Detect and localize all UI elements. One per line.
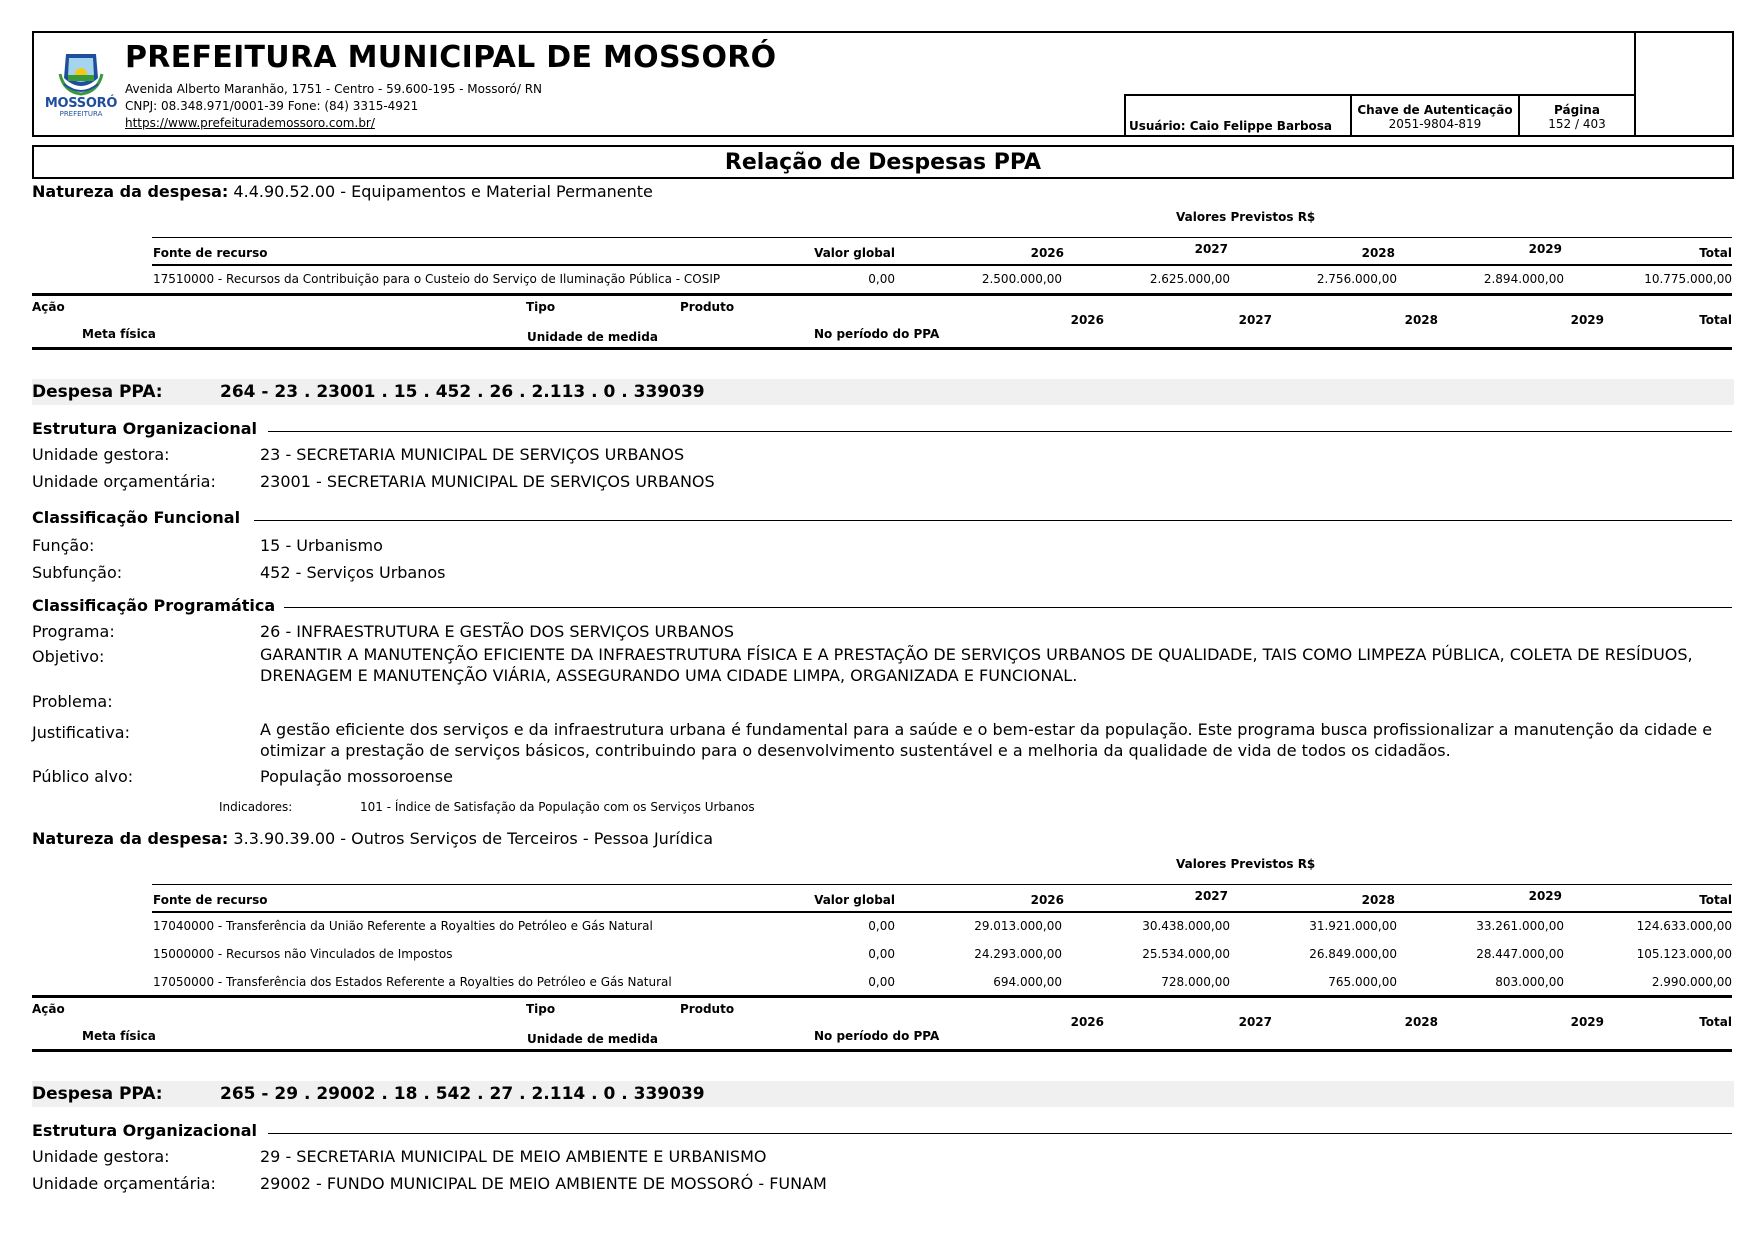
valores-previstos-label: Valores Previstos R$	[1176, 857, 1316, 871]
objetivo-label: Objetivo:	[32, 647, 105, 666]
y2026-cell: 29.013.000,00	[974, 919, 1062, 933]
subfuncao-value: 452 - Serviços Urbanos	[260, 563, 446, 582]
col-2028: 2028	[1361, 893, 1395, 907]
divider	[254, 520, 1732, 521]
tipo-label: Tipo	[526, 1002, 556, 1016]
estrutura-organizacional-title: Estrutura Organizacional	[32, 1121, 258, 1140]
divider	[32, 995, 1732, 998]
col-2027: 2027	[1194, 242, 1228, 256]
y2028-cell: 2.756.000,00	[1316, 272, 1397, 286]
y2028-cell: 31.921.000,00	[1309, 919, 1397, 933]
acao-col-total: Total	[1699, 313, 1732, 327]
page-number: 152 / 403	[1548, 116, 1606, 131]
acao-col-2026: 2026	[1070, 313, 1104, 327]
meta-fisica-label: Meta física	[82, 1029, 156, 1043]
org-cnpj-phone: CNPJ: 08.348.971/0001-39 Fone: (84) 3315-4921	[125, 99, 419, 113]
programa-label: Programa:	[32, 622, 115, 641]
org-address: Avenida Alberto Maranhão, 1751 - Centro - 59.600-195 - Mossoró/ RN	[125, 82, 543, 96]
divider	[32, 1049, 1732, 1052]
publico-alvo-label: Público alvo:	[32, 767, 134, 786]
col-fonte-recurso: Fonte de recurso	[153, 893, 268, 907]
col-2027: 2027	[1194, 889, 1228, 903]
org-website-link[interactable]: https://www.prefeiturademossoro.com.br/	[125, 116, 375, 130]
unidade-orcamentaria-label: Unidade orçamentária:	[32, 1174, 216, 1193]
despesa-ppa-code: 265 - 29 . 29002 . 18 . 542 . 27 . 2.114 . 0 . 339039	[220, 1084, 705, 1104]
valor-global-cell: 0,00	[868, 919, 895, 933]
logo-label: MOSSORÓ	[44, 96, 118, 111]
despesa-ppa-label: Despesa PPA:	[32, 1084, 163, 1104]
unidade-gestora-label: Unidade gestora:	[32, 445, 170, 464]
y2026-cell: 24.293.000,00	[974, 947, 1062, 961]
page-cell	[1520, 96, 1636, 137]
total-cell: 105.123.000,00	[1636, 947, 1732, 961]
divider	[152, 884, 1732, 885]
valor-global-cell: 0,00	[868, 947, 895, 961]
page-label: Página	[1554, 102, 1600, 117]
acao-col-2029: 2029	[1570, 1015, 1604, 1029]
y2027-cell: 25.534.000,00	[1142, 947, 1230, 961]
acao-label: Ação	[32, 300, 65, 314]
acao-col-2027: 2027	[1238, 1015, 1272, 1029]
acao-col-2028: 2028	[1404, 313, 1438, 327]
report-meta-table	[1124, 94, 1636, 137]
problema-label: Problema:	[32, 692, 113, 711]
divider	[32, 347, 1732, 350]
classificacao-programatica-title: Classificação Programática	[32, 596, 276, 615]
fonte-cell: 17040000 - Transferência da União Referente a Royalties do Petróleo e Gás Natural	[153, 919, 653, 933]
col-2026: 2026	[1030, 893, 1064, 907]
document-title: Relação de Despesas PPA	[32, 145, 1734, 179]
unidade-gestora-value: 23 - SECRETARIA MUNICIPAL DE SERVIÇOS URBANOS	[260, 445, 685, 464]
divider	[268, 1133, 1732, 1134]
natureza-label: Natureza da despesa:	[32, 182, 229, 201]
fonte-cell: 17510000 - Recursos da Contribuição para o Custeio do Serviço de Iluminação Pública - COSIP	[153, 272, 721, 286]
programa-value: 26 - INFRAESTRUTURA E GESTÃO DOS SERVIÇOS URBANOS	[260, 622, 734, 641]
subfuncao-label: Subfunção:	[32, 563, 123, 582]
natureza-despesa-1	[32, 182, 653, 201]
acao-col-2029: 2029	[1570, 313, 1604, 327]
y2026-cell: 2.500.000,00	[981, 272, 1062, 286]
no-periodo-label: No período do PPA	[814, 327, 940, 341]
funcao-value: 15 - Urbanismo	[260, 536, 383, 555]
current-user: Usuário: Caio Felippe Barbosa	[1126, 96, 1352, 137]
indicadores-label: Indicadores:	[219, 800, 293, 814]
despesa-ppa-code: 264 - 23 . 23001 . 15 . 452 . 26 . 2.113 . 0 . 339039	[220, 382, 705, 402]
col-valor-global: Valor global	[814, 893, 895, 907]
unidade-orcamentaria-label: Unidade orçamentária:	[32, 472, 216, 491]
divider	[152, 237, 1732, 238]
unidade-orcamentaria-value: 29002 - FUNDO MUNICIPAL DE MEIO AMBIENTE DE MOSSORÓ - FUNAM	[260, 1174, 827, 1193]
acao-label: Ação	[32, 1002, 65, 1016]
auth-key-cell	[1352, 96, 1520, 137]
col-total: Total	[1699, 246, 1732, 260]
logo-sublabel: PREFEITURA	[59, 110, 103, 118]
y2029-cell: 33.261.000,00	[1476, 919, 1564, 933]
divider	[32, 293, 1732, 296]
y2029-cell: 803.000,00	[1495, 975, 1564, 989]
acao-col-total: Total	[1699, 1015, 1732, 1029]
valor-global-cell: 0,00	[868, 975, 895, 989]
col-2029: 2029	[1528, 242, 1562, 256]
no-periodo-label: No período do PPA	[814, 1029, 940, 1043]
org-name: PREFEITURA MUNICIPAL DE MOSSORÓ	[125, 40, 777, 75]
despesa-ppa-label: Despesa PPA:	[32, 382, 163, 402]
auth-key-label: Chave de Autenticação	[1357, 102, 1513, 117]
justificativa-value: A gestão eficiente dos serviços e da infraestrutura urbana é fundamental para a saúde e o bem-estar da população. Este programa busca profissionalizar a manutenção da cidade e otimizar a prestação de serviços básicos, contribuindo para o desenvolvimento sustentável e a melhoria da qualidade de vida de todos os cidadãos.	[260, 720, 1713, 760]
classificacao-funcional-title: Classificação Funcional	[32, 508, 241, 527]
y2027-cell: 2.625.000,00	[1149, 272, 1230, 286]
col-2029: 2029	[1528, 889, 1562, 903]
natureza-value: 4.4.90.52.00 - Equipamentos e Material Permanente	[233, 182, 653, 201]
meta-fisica-label: Meta física	[82, 327, 156, 341]
unidade-gestora-label: Unidade gestora:	[32, 1147, 170, 1166]
valores-previstos-label: Valores Previstos R$	[1176, 210, 1316, 224]
unidade-orcamentaria-value: 23001 - SECRETARIA MUNICIPAL DE SERVIÇOS URBANOS	[260, 472, 715, 491]
acao-col-2028: 2028	[1404, 1015, 1438, 1029]
total-cell: 10.775.000,00	[1644, 272, 1732, 286]
indicadores-value: 101 - Índice de Satisfação da População com os Serviços Urbanos	[360, 800, 755, 814]
natureza-despesa-2	[32, 829, 713, 848]
col-valor-global: Valor global	[814, 246, 895, 260]
valor-global-cell: 0,00	[868, 272, 895, 286]
objetivo-value: GARANTIR A MANUTENÇÃO EFICIENTE DA INFRAESTRUTURA FÍSICA E A PRESTAÇÃO DE SERVIÇOS URBANOS DE QUALIDADE, TAIS COMO LIMPEZA PÚBLICA, COLETA DE RESÍDUOS, DRENAGEM E MANUTENÇÃO VIÁRIA, ASSEGURANDO UMA CIDADE LIMPA, ORGANIZADA E FUNCIONAL.	[260, 645, 1693, 685]
y2027-cell: 30.438.000,00	[1142, 919, 1230, 933]
unidade-gestora-value: 29 - SECRETARIA MUNICIPAL DE MEIO AMBIENTE E URBANISMO	[260, 1147, 767, 1166]
y2027-cell: 728.000,00	[1161, 975, 1230, 989]
publico-alvo-value: População mossoroense	[260, 767, 453, 786]
produto-label: Produto	[680, 1002, 735, 1016]
col-fonte-recurso: Fonte de recurso	[153, 246, 268, 260]
header-blank-box	[1634, 31, 1734, 137]
y2029-cell: 28.447.000,00	[1476, 947, 1564, 961]
estrutura-organizacional-title: Estrutura Organizacional	[32, 419, 258, 438]
y2028-cell: 26.849.000,00	[1309, 947, 1397, 961]
fonte-cell: 17050000 - Transferência dos Estados Referente a Royalties do Petróleo e Gás Natural	[153, 975, 672, 989]
natureza-label: Natureza da despesa:	[32, 829, 229, 848]
total-cell: 124.633.000,00	[1636, 919, 1732, 933]
divider	[268, 431, 1732, 432]
tipo-label: Tipo	[526, 300, 556, 314]
produto-label: Produto	[680, 300, 735, 314]
natureza-value: 3.3.90.39.00 - Outros Serviços de Terceiros - Pessoa Jurídica	[233, 829, 714, 848]
acao-col-2027: 2027	[1238, 313, 1272, 327]
total-cell: 2.990.000,00	[1651, 975, 1732, 989]
unidade-medida-label: Unidade de medida	[527, 1032, 658, 1046]
acao-col-2026: 2026	[1070, 1015, 1104, 1029]
y2026-cell: 694.000,00	[993, 975, 1062, 989]
col-2028: 2028	[1361, 246, 1395, 260]
divider	[152, 264, 1732, 266]
funcao-label: Função:	[32, 536, 95, 555]
divider	[152, 911, 1732, 913]
divider	[284, 607, 1732, 608]
auth-key-value: 2051-9804-819	[1388, 116, 1482, 131]
col-total: Total	[1699, 893, 1732, 907]
fonte-cell: 15000000 - Recursos não Vinculados de Impostos	[153, 947, 453, 961]
y2028-cell: 765.000,00	[1328, 975, 1397, 989]
justificativa-label: Justificativa:	[32, 723, 130, 742]
y2029-cell: 2.894.000,00	[1483, 272, 1564, 286]
unidade-medida-label: Unidade de medida	[527, 330, 658, 344]
col-2026: 2026	[1030, 246, 1064, 260]
